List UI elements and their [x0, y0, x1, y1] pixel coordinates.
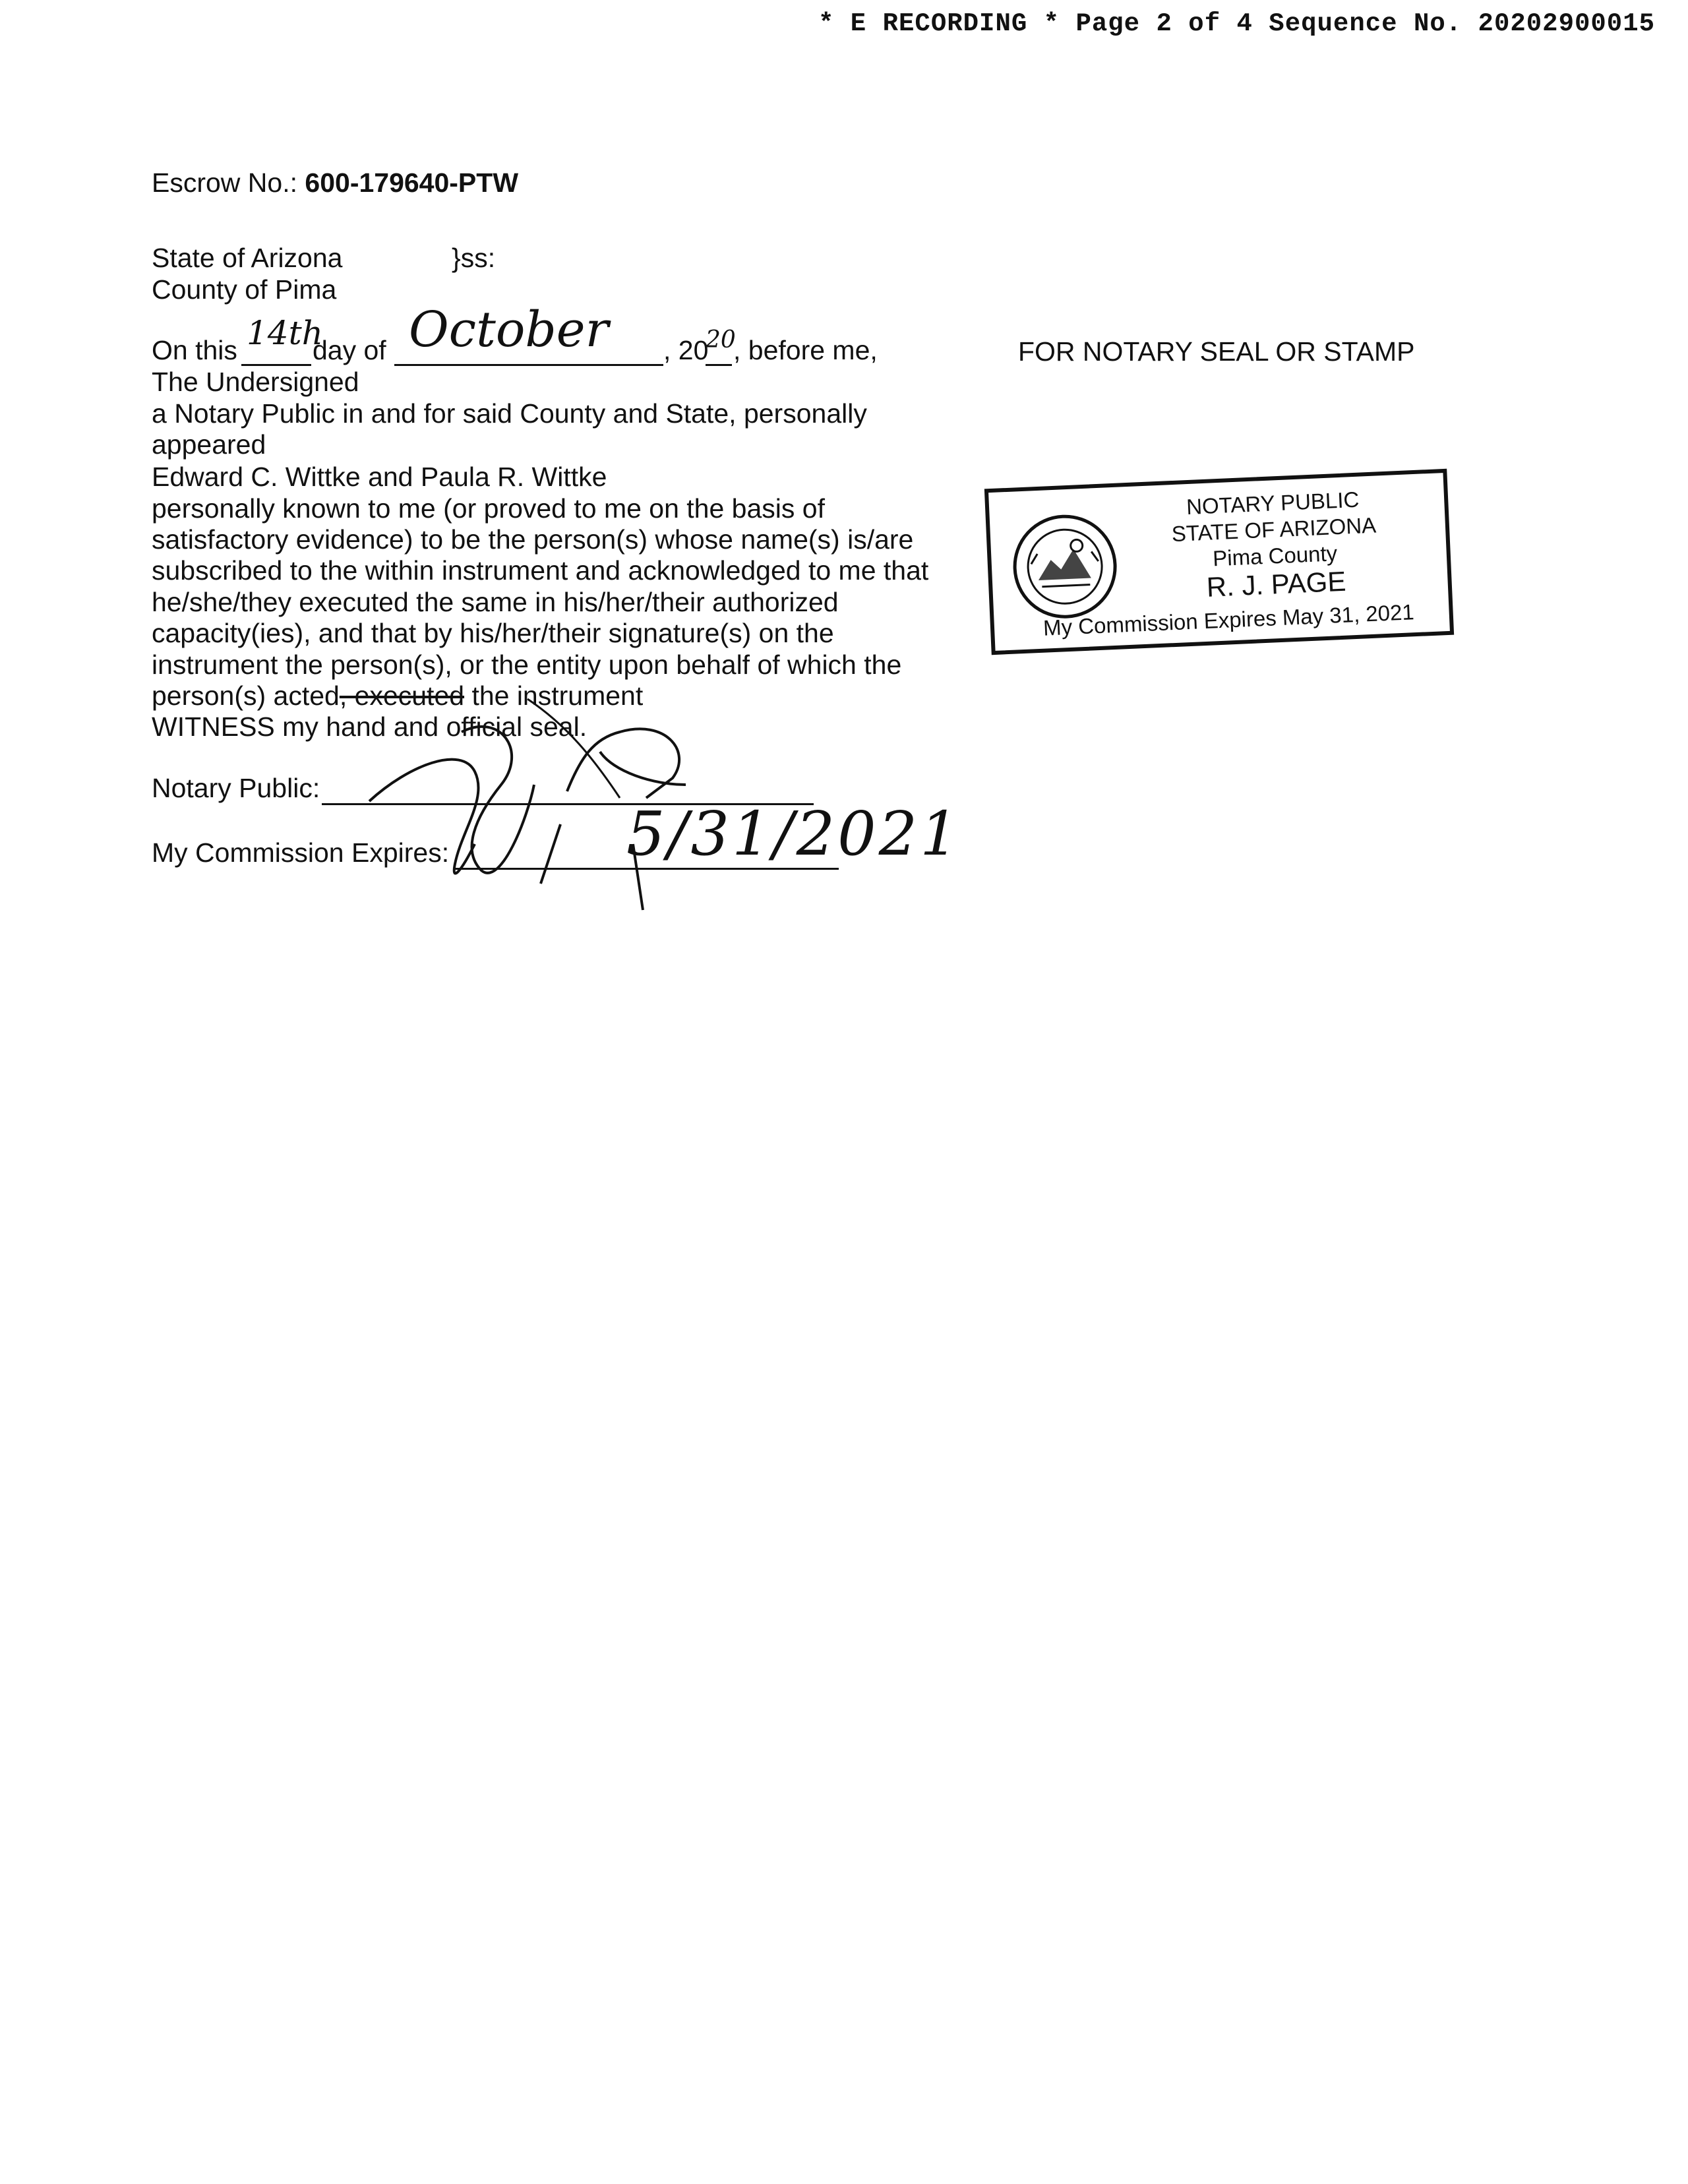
- ack-body-7b: the instrument: [464, 681, 644, 711]
- stamp-title: NOTARY PUBLIC: [1186, 487, 1360, 520]
- ack-line-1: a Notary Public in and for said County and State, personally: [152, 398, 867, 429]
- arizona-seal-icon: [1010, 511, 1121, 622]
- before-me: , before me,: [733, 335, 878, 365]
- venue-state: State of Arizona: [152, 243, 343, 273]
- stamp-notary-name: R. J. PAGE: [1205, 565, 1347, 603]
- escrow-label: Escrow No.:: [152, 167, 297, 198]
- on-this-label: On this: [152, 335, 237, 365]
- ack-body-3: subscribed to the within instrument and acknowledged to me that: [152, 555, 929, 586]
- notary-stamp: [984, 469, 1454, 655]
- witness-line: WITNESS my hand and official seal.: [152, 712, 588, 742]
- ack-body-7a: person(s) acted: [152, 681, 340, 711]
- ack-body-6: instrument the person(s), or the entity upon behalf of which the: [152, 650, 902, 680]
- day-of-label: day of: [313, 335, 386, 365]
- ack-body-1: personally known to me (or proved to me on the basis of: [152, 493, 825, 524]
- stamp-expiration: My Commission Expires May 31, 2021: [1042, 599, 1415, 640]
- year-handwritten: 20: [706, 326, 736, 353]
- ack-body-4: he/she/they executed the same in his/her/their authorized: [152, 587, 839, 617]
- ack-body-2: satisfactory evidence) to be the person(s) whose name(s) is/are: [152, 524, 914, 555]
- venue-ss: }ss:: [452, 243, 496, 273]
- ack-body-7-struck: , executed: [339, 681, 465, 711]
- commission-label: My Commission Expires:: [152, 837, 450, 868]
- escrow-number: 600-179640-PTW: [305, 167, 519, 198]
- day-handwritten: 14th: [247, 314, 323, 352]
- notary-public-label: Notary Public:: [152, 773, 320, 803]
- stamp-state: STATE OF ARIZONA: [1171, 512, 1377, 547]
- ack-line-2: appeared: [152, 429, 266, 460]
- stamp-county: Pima County: [1212, 541, 1338, 571]
- year-prefix: , 20: [663, 335, 709, 365]
- signers: Edward C. Wittke and Paula R. Wittke: [152, 462, 607, 492]
- seal-caption: FOR NOTARY SEAL OR STAMP: [1018, 336, 1415, 367]
- ack-body-5: capacity(ies), and that by his/her/their signature(s) on the: [152, 618, 834, 648]
- venue-county: County of Pima: [152, 274, 337, 305]
- month-handwritten: October: [409, 301, 609, 358]
- recording-header: * E RECORDING * Page 2 of 4 Sequence No. 20202900015: [818, 9, 1655, 38]
- officer-name: The Undersigned: [152, 367, 359, 397]
- commission-handwritten: 5/31/2021: [626, 799, 961, 869]
